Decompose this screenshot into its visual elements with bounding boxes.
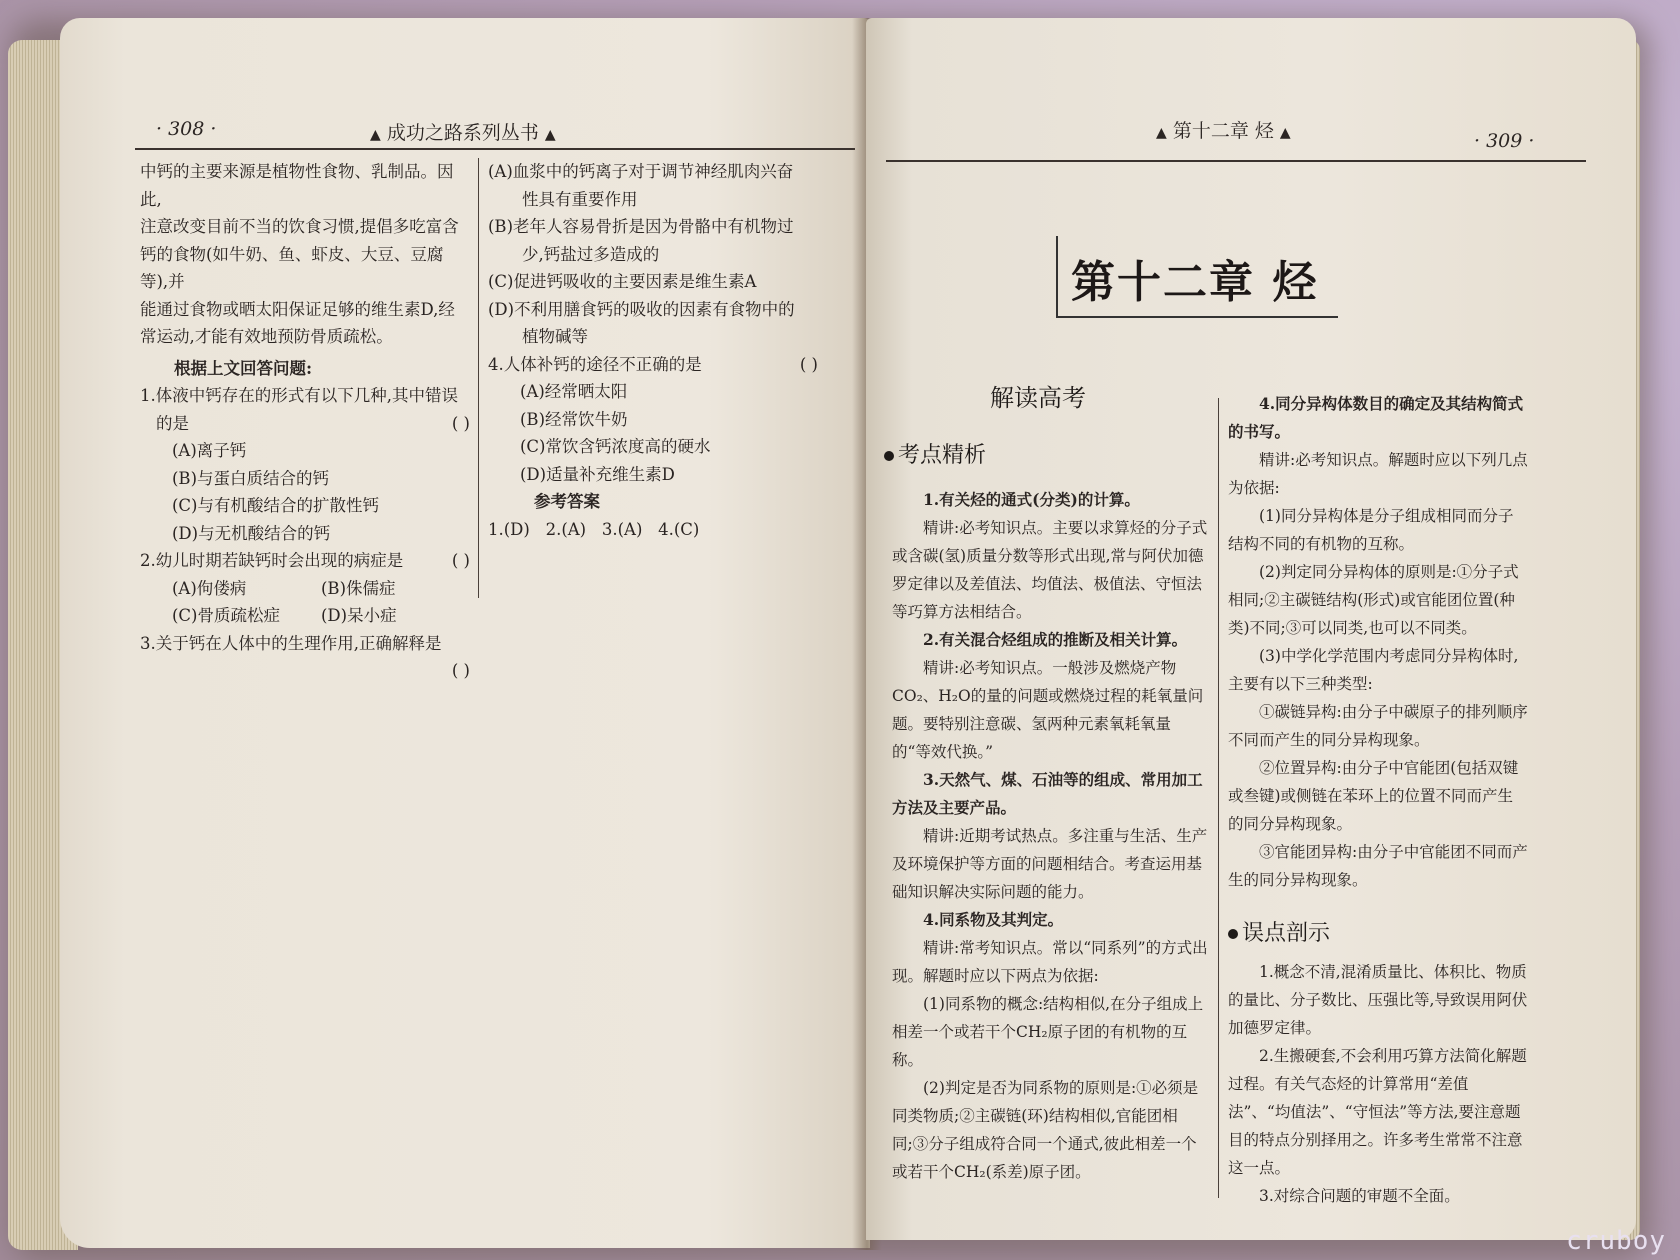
option: (D)不利用膳食钙的吸收的因素有食物中的 — [488, 299, 795, 319]
right-page-number: · 309 · — [1474, 130, 1535, 152]
question-4: 4.人体补钙的途径不正确的是 — [488, 354, 702, 374]
option: (C)促进钙吸收的主要因素是维生素A — [488, 272, 757, 291]
text-line: 常运动,才能有效地预防骨质疏松。 — [140, 327, 393, 346]
subsection-title: 考点精析 — [898, 443, 987, 468]
text-paragraph: (1)同系物的概念:结构相似,在分子组成上相差一个或若干个CH₂原子团的有机物的互称。 — [892, 995, 1204, 1069]
text-paragraph: 精讲:常考知识点。常以“同系列”的方式出现。解题时应以下两点为依据: — [892, 939, 1208, 985]
chapter-title: 第十二章 烃 — [1071, 257, 1319, 308]
triangle-icon: ▲ — [544, 127, 556, 143]
option: (A)离子钙 — [172, 441, 247, 460]
right-page — [866, 18, 1636, 1240]
text-paragraph: 精讲:近期考试热点。多注重与生活、生产及环境保护等方面的问题相结合。考查运用基础知识解决实际问题的能力。 — [892, 827, 1208, 901]
text-paragraph: ②位置异构:由分子中官能团(包括双键或叁键)或侧链在苯环上的位置不同而产生的同分异构现象。 — [1228, 759, 1519, 833]
header-rule — [135, 148, 855, 150]
bullet-icon — [1228, 929, 1238, 939]
left-column-2 — [488, 158, 818, 543]
text-paragraph: 精讲:必考知识点。一般涉及燃烧产物CO₂、H₂O的量的问题或燃烧过程的耗氧量问题。要特别注意碳、氢两种元素氧耗氧量的“等效代换。” — [892, 659, 1204, 761]
text-line: 能通过食物或晒太阳保证足够的维生素D,经 — [140, 299, 455, 319]
question-prompt: 根据上文回答问题: — [174, 358, 313, 378]
text-paragraph: 1.概念不清,混淆质量比、体积比、物质的量比、分子数比、压强比等,导致误用阿伏加德罗定律。 — [1228, 963, 1528, 1037]
left-column-1 — [140, 158, 470, 685]
right-column-1 — [892, 486, 1208, 1186]
column-divider — [1218, 398, 1219, 1198]
answer-paren: ( ) — [451, 413, 470, 433]
option: (C)骨质疏松症 — [172, 606, 280, 625]
text-line: 中钙的主要来源是植物性食物、乳制品。因此, — [140, 162, 454, 209]
answers-title: 参考答案 — [534, 492, 600, 511]
text-paragraph: (2)判定是否为同系物的原则是:①必须是同类物质;②主碳链(环)结构相似,官能团相同;③分子组成符合同一个通式,彼此相差一个或若干个CH₂(系差)原子团。 — [892, 1079, 1199, 1181]
option: (A)血浆中的钙离子对于调节神经肌肉兴奋 — [488, 162, 794, 181]
triangle-icon: ▲ — [1279, 125, 1291, 141]
text-line: 4.同分异构体数目的确定及其结构简式的书写。 — [1228, 394, 1524, 441]
chapter-header — [1156, 116, 1291, 143]
text-paragraph: (1)同分异构体是分子组成相同而分子结构不同的有机物的互称。 — [1228, 507, 1514, 553]
text-line: 注意改变目前不当的饮食习惯,提倡多吃富含 — [140, 217, 459, 236]
text-line: 3.天然气、煤、石油等的组成、常用加工方法及主要产品。 — [892, 770, 1203, 817]
text-line: 少,钙盐过多造成的 — [522, 244, 660, 264]
question-1-cont: 的是 — [156, 413, 189, 433]
answer-paren: ( ) — [451, 551, 470, 570]
answer-paren: ( ) — [451, 661, 470, 680]
left-page — [60, 18, 870, 1248]
left-page-number: · 308 · — [156, 118, 217, 140]
series-header — [370, 118, 556, 145]
triangle-icon: ▲ — [1156, 125, 1167, 141]
subsection-heading — [884, 438, 986, 469]
option: (B)经常饮牛奶 — [520, 409, 628, 429]
text-paragraph: 精讲:必考知识点。主要以求算烃的分子式或含碳(氢)质量分数等形式出现,常与阿伏加德罗定律以及差值法、均值法、极值法、守恒法等巧算方法相结合。 — [892, 519, 1208, 621]
triangle-icon: ▲ — [370, 127, 381, 143]
option: (B)老年人容易骨折是因为骨骼中有机物过 — [488, 217, 794, 236]
subsection-heading — [1228, 916, 1330, 947]
text-line: 4.同系物及其判定。 — [923, 910, 1064, 929]
text-paragraph: 3.对综合问题的审题不全面。 — [1259, 1187, 1460, 1205]
text-paragraph: 2.生搬硬套,不会利用巧算方法简化解题过程。有关气态烃的计算常用“差值法”、“均值法”、“守恒法”等方法,要注意题目的特点分别择用之。许多考生常常不注意这一点。 — [1228, 1047, 1527, 1177]
option: (D)呆小症 — [321, 606, 397, 625]
text-paragraph: ③官能团异构:由分子中官能团不同而产生的同分异构现象。 — [1228, 843, 1528, 889]
right-column-2b — [1228, 958, 1528, 1210]
option: (A)经常晒太阳 — [520, 382, 628, 401]
option: (B)侏儒症 — [321, 578, 396, 598]
chapter-header-text: 第十二章 烃 — [1172, 120, 1274, 142]
text-line: 1.有关烃的通式(分类)的计算。 — [923, 490, 1140, 509]
option: (A)佝偻病 — [172, 578, 247, 598]
column-divider — [478, 158, 479, 598]
answers: 1.(D) 2.(A) 3.(A) 4.(C) — [488, 519, 700, 539]
text-line: 钙的食物(如牛奶、鱼、虾皮、大豆、豆腐等),并 — [140, 244, 444, 291]
text-line: 2.有关混合烃组成的推断及相关计算。 — [923, 630, 1188, 649]
option: (D)适量补充维生素D — [520, 464, 675, 484]
text-line: 性具有重要作用 — [522, 189, 638, 209]
answer-paren: ( ) — [799, 354, 818, 374]
question-1: 1.体液中钙存在的形式有以下几种,其中错误 — [140, 386, 458, 405]
watermark: cruboy — [1566, 1226, 1666, 1256]
bullet-icon — [884, 451, 894, 461]
text-line: 植物碱等 — [522, 327, 588, 346]
text-paragraph: (3)中学化学范围内考虑同分异构体时,主要有以下三种类型: — [1228, 647, 1519, 693]
series-title: 成功之路系列丛书 — [386, 122, 539, 144]
text-paragraph: (2)判定同分异构体的原则是:①分子式相同;②主碳链结构(形式)或官能团位置(种类)不同;③可以同类,也可以不同类。 — [1228, 563, 1519, 637]
option: (C)常饮含钙浓度高的硬水 — [520, 437, 711, 456]
section-title: 解读高考 — [990, 384, 1086, 412]
header-rule — [886, 160, 1586, 162]
question-3: 3.关于钙在人体中的生理作用,正确解释是 — [140, 633, 442, 653]
option: (C)与有机酸结合的扩散性钙 — [172, 496, 379, 515]
right-column-2 — [1228, 390, 1528, 894]
option: (B)与蛋白质结合的钙 — [172, 468, 329, 488]
question-2: 2.幼儿时期若缺钙时会出现的病症是 — [140, 551, 404, 570]
text-paragraph: ①碳链异构:由分子中碳原子的排列顺序不同而产生的同分异构现象。 — [1228, 703, 1528, 749]
text-paragraph: 精讲:必考知识点。解题时应以下列几点为依据: — [1228, 451, 1528, 497]
option: (D)与无机酸结合的钙 — [172, 523, 331, 543]
subsection-title: 误点剖示 — [1242, 921, 1331, 946]
